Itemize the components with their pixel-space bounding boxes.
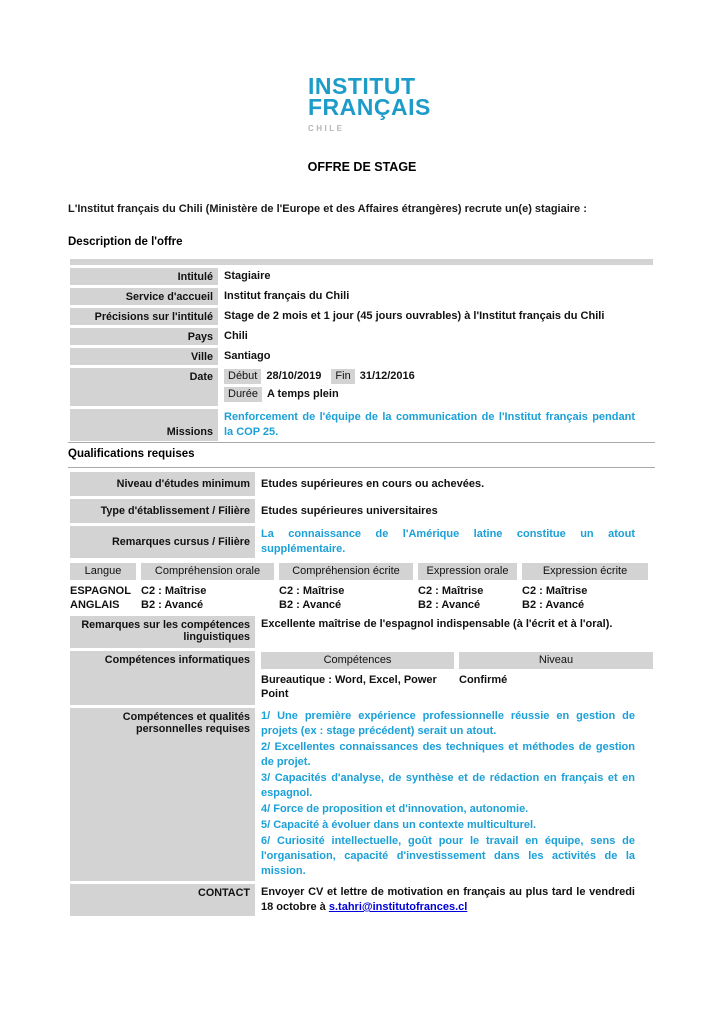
language-level: B2 : Avancé — [279, 599, 342, 611]
informatique-table — [255, 651, 653, 705]
list-item: 2/ Excellentes connaissances des techniques et méthodes de gestion de projet. — [261, 741, 635, 768]
logo-line-2: FRANÇAIS — [308, 94, 431, 120]
row-value: Santiago — [224, 350, 271, 362]
table-row — [70, 268, 653, 285]
table-row — [70, 526, 653, 558]
fin-chip: Fin — [331, 369, 354, 384]
language-name: ANGLAIS — [70, 599, 120, 611]
column-header: Expression écrite — [522, 563, 648, 580]
section-divider — [68, 442, 655, 468]
table-row — [70, 499, 653, 523]
duree-line — [224, 387, 349, 402]
row-value: Etudes supérieures en cours ou achevées. — [261, 477, 485, 490]
qualifications-table — [70, 472, 653, 919]
duree-chip: Durée — [224, 387, 262, 402]
language-row — [70, 584, 653, 598]
table-row-qualites — [70, 708, 653, 881]
row-label: Niveau d'études minimum — [70, 472, 255, 496]
contact-text — [255, 884, 653, 916]
row-label: Pays — [70, 328, 218, 345]
row-label: Date — [70, 368, 218, 406]
informatique-inner-table — [261, 652, 653, 701]
table-row-contact — [70, 884, 653, 916]
row-value: La connaissance de l'Amérique latine constitue un atout supplémentaire. — [261, 528, 635, 555]
logo-subtitle: CHILE — [308, 124, 345, 133]
column-header: Langue — [70, 563, 136, 580]
competence-value: Bureautique : Word, Excel, Power Point — [261, 674, 437, 700]
table-row — [70, 472, 653, 496]
institut-francais-logo — [308, 73, 431, 133]
language-row — [70, 598, 653, 612]
list-item: 6/ Curiosité intellectuelle, goût pour le travail en équipe, sens de l'organisation, capacité d'investissement dans les activités de la mission. — [261, 835, 635, 877]
row-label: Remarques sur les compétences linguistiques — [70, 616, 255, 648]
informatique-header — [261, 652, 653, 669]
table-row — [70, 348, 653, 365]
date-value — [218, 368, 653, 406]
list-item: 4/ Force de proposition et d'innovation, autonomie. — [261, 803, 529, 815]
language-level: B2 : Avancé — [141, 599, 204, 611]
row-label: Intitulé — [70, 268, 218, 285]
table-row — [70, 308, 653, 325]
row-label: Ville — [70, 348, 218, 365]
table-top-strip — [70, 259, 653, 265]
column-header: Niveau — [459, 652, 653, 669]
section-heading-description: Description de l'offre — [68, 236, 183, 248]
language-level: C2 : Maîtrise — [418, 585, 484, 597]
row-label: Remarques cursus / Filière — [70, 526, 255, 558]
column-header: Compétences — [261, 652, 454, 669]
row-label: Compétences informatiques — [70, 651, 255, 705]
language-level: C2 : Maîtrise — [522, 585, 588, 597]
duree-value: A temps plein — [266, 388, 339, 400]
informatique-row — [261, 673, 653, 701]
row-label: Service d'accueil — [70, 288, 218, 305]
offer-table — [70, 268, 653, 444]
page-title: OFFRE DE STAGE — [307, 160, 417, 174]
fin-date: 31/12/2016 — [359, 370, 415, 382]
row-value: Etudes supérieures universitaires — [261, 504, 438, 517]
date-line — [224, 369, 425, 384]
table-row — [70, 328, 653, 345]
missions-text: Renforcement de l'équipe de la communication de l'Institut français pendant la COP 25. — [224, 411, 635, 438]
table-row-informatique — [70, 651, 653, 705]
section-heading-qualifications: Qualifications requises — [68, 448, 195, 460]
language-table-header — [70, 563, 653, 580]
language-level: C2 : Maîtrise — [141, 585, 207, 597]
language-level: B2 : Avancé — [522, 599, 585, 611]
contact-instructions: Envoyer CV et lettre de motivation en français au plus tard le vendredi 18 octobre à — [261, 886, 635, 913]
column-header: Expression orale — [418, 563, 517, 580]
qualites-list — [255, 708, 653, 881]
row-value: Chili — [224, 330, 248, 342]
contact-email-link[interactable]: s.tahri@institutofrances.cl — [328, 901, 468, 913]
language-name: ESPAGNOL — [70, 585, 131, 597]
intro-text: L'Institut français du Chili (Ministère de l'Europe et des Affaires étrangères) recrute un(e) stagiaire : — [68, 203, 587, 215]
niveau-value: Confirmé — [459, 674, 508, 686]
row-label: Missions — [70, 409, 218, 441]
row-label: Type d'établissement / Filière — [70, 499, 255, 523]
row-label: Compétences et qualités personnelles requises — [70, 708, 255, 881]
language-skills-table — [70, 563, 653, 612]
row-value: Stagiaire — [224, 270, 271, 282]
column-header: Compréhension orale — [141, 563, 274, 580]
row-value: Stage de 2 mois et 1 jour (45 jours ouvrables) à l'Institut français du Chili — [224, 310, 605, 322]
list-item: 3/ Capacités d'analyse, de synthèse et de rédaction en français et en espagnol. — [261, 772, 635, 799]
table-row-date — [70, 368, 653, 406]
list-item: 5/ Capacité à évoluer dans un contexte multiculturel. — [261, 819, 537, 831]
list-item: 1/ Une première expérience professionnelle réussie en gestion de projets (ex : stage précédent) serait un atout. — [261, 710, 635, 737]
language-level: C2 : Maîtrise — [279, 585, 345, 597]
logo-line-1: INSTITUT — [308, 73, 416, 99]
debut-chip: Début — [224, 369, 261, 384]
table-row-missions — [70, 409, 653, 441]
table-row — [70, 288, 653, 305]
table-row — [70, 616, 653, 648]
column-header: Compréhension écrite — [279, 563, 413, 580]
language-level: B2 : Avancé — [418, 599, 481, 611]
row-label: Précisions sur l'intitulé — [70, 308, 218, 325]
row-value: Excellente maîtrise de l'espagnol indispensable (à l'écrit et à l'oral). — [261, 618, 613, 630]
debut-date: 28/10/2019 — [266, 370, 322, 382]
row-label: CONTACT — [70, 884, 255, 916]
row-value: Institut français du Chili — [224, 290, 350, 302]
